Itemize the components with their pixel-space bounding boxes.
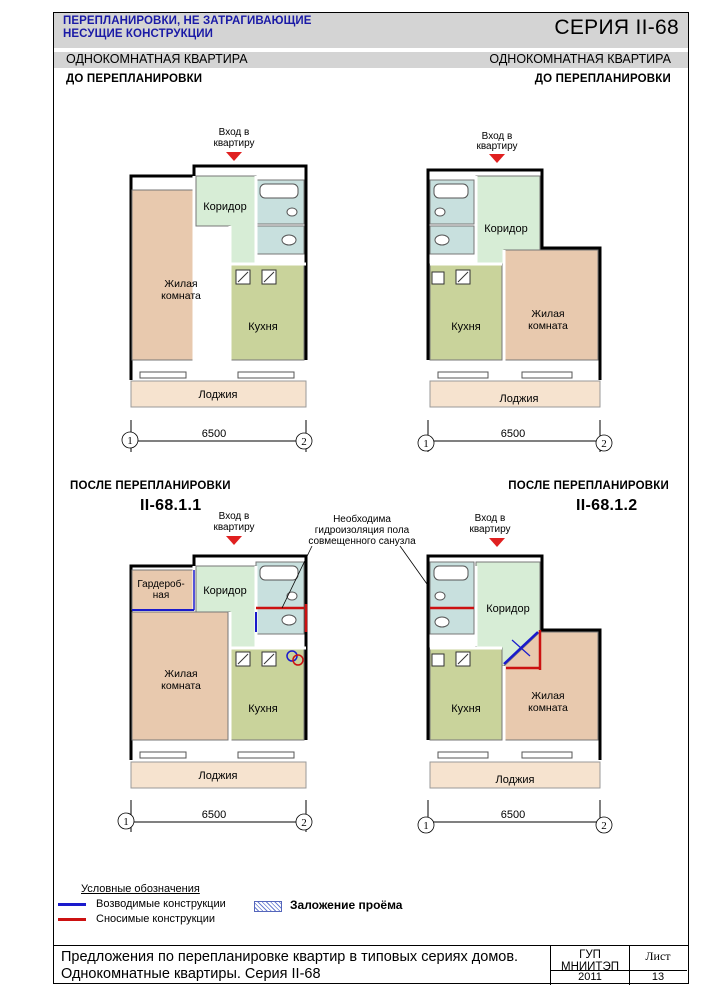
window: [438, 752, 488, 758]
window: [522, 372, 572, 378]
caption-before-left: ДО ПЕРЕПЛАНИРОВКИ: [66, 73, 203, 85]
window: [238, 372, 294, 378]
sheet-number: 13: [629, 970, 687, 983]
entrance-arrow-icon: [489, 538, 505, 547]
toilet-icon: [282, 615, 296, 625]
kitchen-label: Кухня: [248, 321, 278, 333]
bathtub-icon: [434, 184, 468, 198]
corridor-label: Коридор: [486, 603, 530, 615]
living-label-line2: комната: [528, 320, 568, 332]
window: [140, 372, 186, 378]
subheader-right: ОДНОКОМНАТНАЯ КВАРТИРА: [489, 52, 671, 66]
entrance-label-line2: квартиру: [213, 138, 255, 149]
note-line-1: Необходима: [333, 514, 391, 525]
series-label: СЕРИЯ II-68: [554, 16, 679, 39]
corridor: [196, 176, 256, 274]
title-line-1: ПЕРЕПЛАНИРОВКИ, НЕ ЗАТРАГИВАЮЩИЕ: [63, 15, 312, 27]
living-label-line1: Жилая: [164, 668, 198, 680]
living-label-line2: комната: [161, 290, 201, 302]
note-line-3: совмещенного санузла: [308, 536, 416, 547]
sink-icon: [435, 208, 445, 216]
legend-demolished-swatch: [58, 918, 86, 921]
entrance-label-line1: Вход в: [218, 127, 250, 138]
kitchen-sink-icon: [432, 654, 444, 666]
toilet-icon: [435, 617, 449, 627]
loggia-label: Лоджия: [499, 393, 539, 405]
plan-after-right: [418, 513, 612, 833]
kitchen-label: Кухня: [451, 321, 481, 333]
title-block-line-2: Однокомнатные квартиры. Серия II-68: [61, 966, 321, 982]
entrance-label-line2: квартиру: [469, 524, 511, 535]
bathtub-icon: [260, 184, 298, 198]
corridor-label: Коридор: [203, 585, 247, 597]
entrance-label-line1: Вход в: [474, 513, 506, 524]
toilet: [256, 226, 304, 254]
living-label-line1: Жилая: [531, 308, 565, 320]
title-block: [53, 945, 689, 985]
caption-after-right: ПОСЛЕ ПЕРЕПЛАНИРОВКИ: [508, 480, 669, 492]
living-label-line1: Жилая: [164, 278, 198, 290]
loggia-label: Лоджия: [198, 389, 238, 401]
entrance-label-line1: Вход в: [218, 511, 250, 522]
entrance-arrow-icon: [226, 536, 242, 545]
kitchen-label: Кухня: [451, 703, 481, 715]
living-room: [132, 190, 194, 360]
plan-before-right: [418, 131, 612, 452]
axis-label-2: 2: [301, 436, 307, 448]
axis-label-2: 2: [601, 820, 607, 832]
title-block-org-cell: [550, 946, 630, 985]
toilet-icon: [282, 235, 296, 245]
bathtub-icon: [260, 566, 298, 580]
window: [522, 752, 572, 758]
wardrobe-label-line2: ная: [152, 590, 170, 601]
plan-before-left: [122, 127, 312, 452]
caption-after-left: ПОСЛЕ ПЕРЕПЛАНИРОВКИ: [70, 480, 231, 492]
title-block-line-1: Предложения по перепланировке квартир в типовых сериях домов.: [61, 949, 519, 965]
corridor-label: Коридор: [203, 201, 247, 213]
sink-icon: [435, 592, 445, 600]
axis-label-1: 1: [127, 435, 133, 447]
dimension-label: 6500: [500, 809, 526, 821]
living-room: [504, 250, 598, 360]
loggia-label: Лоджия: [495, 774, 535, 786]
axis-label-2: 2: [601, 438, 607, 450]
wardrobe-label-line1: Гардероб-: [137, 579, 185, 590]
window: [438, 372, 488, 378]
dimension-label: 6500: [201, 809, 227, 821]
axis-label-1: 1: [423, 438, 429, 450]
legend-title: Условные обозначения: [81, 883, 200, 895]
sink-icon: [287, 592, 297, 600]
note-line-2: гидроизоляция пола: [314, 525, 410, 536]
kitchen-sink-icon: [432, 272, 444, 284]
title-line-2: НЕСУЩИЕ КОНСТРУКЦИИ: [63, 28, 213, 40]
caption-before-right: ДО ПЕРЕПЛАНИРОВКИ: [534, 73, 671, 85]
living-label-line2: комната: [528, 702, 568, 714]
plan-code-left: II-68.1.1: [140, 497, 202, 514]
window: [140, 752, 186, 758]
legend-opening-swatch: [254, 901, 282, 912]
living-label-line1: Жилая: [531, 690, 565, 702]
living-label-line2: комната: [161, 680, 201, 692]
plan-code-right: II-68.1.2: [576, 497, 638, 514]
subheader-left: ОДНОКОМНАТНАЯ КВАРТИРА: [66, 52, 248, 66]
title-block-sheet-cell: [629, 946, 689, 985]
plan-after-left: [118, 511, 312, 832]
sheet-label: Лист: [645, 949, 671, 963]
axis-label-1: 1: [423, 820, 429, 832]
entrance-label-line2: квартиру: [476, 141, 518, 152]
toilet-icon: [435, 235, 449, 245]
window: [238, 752, 294, 758]
legend-erected-swatch: [58, 903, 86, 906]
title-block-text: [61, 949, 518, 983]
sink-icon: [287, 208, 297, 216]
legend-erected-label: Возводимые конструкции: [96, 898, 226, 910]
legend-demolished-label: Сносимые конструкции: [96, 913, 215, 925]
year: 2011: [551, 970, 629, 983]
entrance-label-line1: Вход в: [481, 131, 513, 142]
bathtub-icon: [434, 566, 468, 580]
loggia-label: Лоджия: [198, 770, 238, 782]
organization-name: ГУП МНИИТЭП: [561, 949, 619, 973]
legend-opening-label: Заложение проёма: [290, 898, 403, 912]
axis-label-2: 2: [301, 817, 307, 829]
kitchen-label: Кухня: [248, 703, 278, 715]
entrance-arrow-icon: [226, 152, 242, 161]
entrance-arrow-icon: [489, 154, 505, 163]
corridor-label: Коридор: [484, 223, 528, 235]
dimension-label: 6500: [201, 428, 227, 440]
axis-label-1: 1: [123, 816, 129, 828]
dimension-label: 6500: [500, 428, 526, 440]
entrance-label-line2: квартиру: [213, 522, 255, 533]
